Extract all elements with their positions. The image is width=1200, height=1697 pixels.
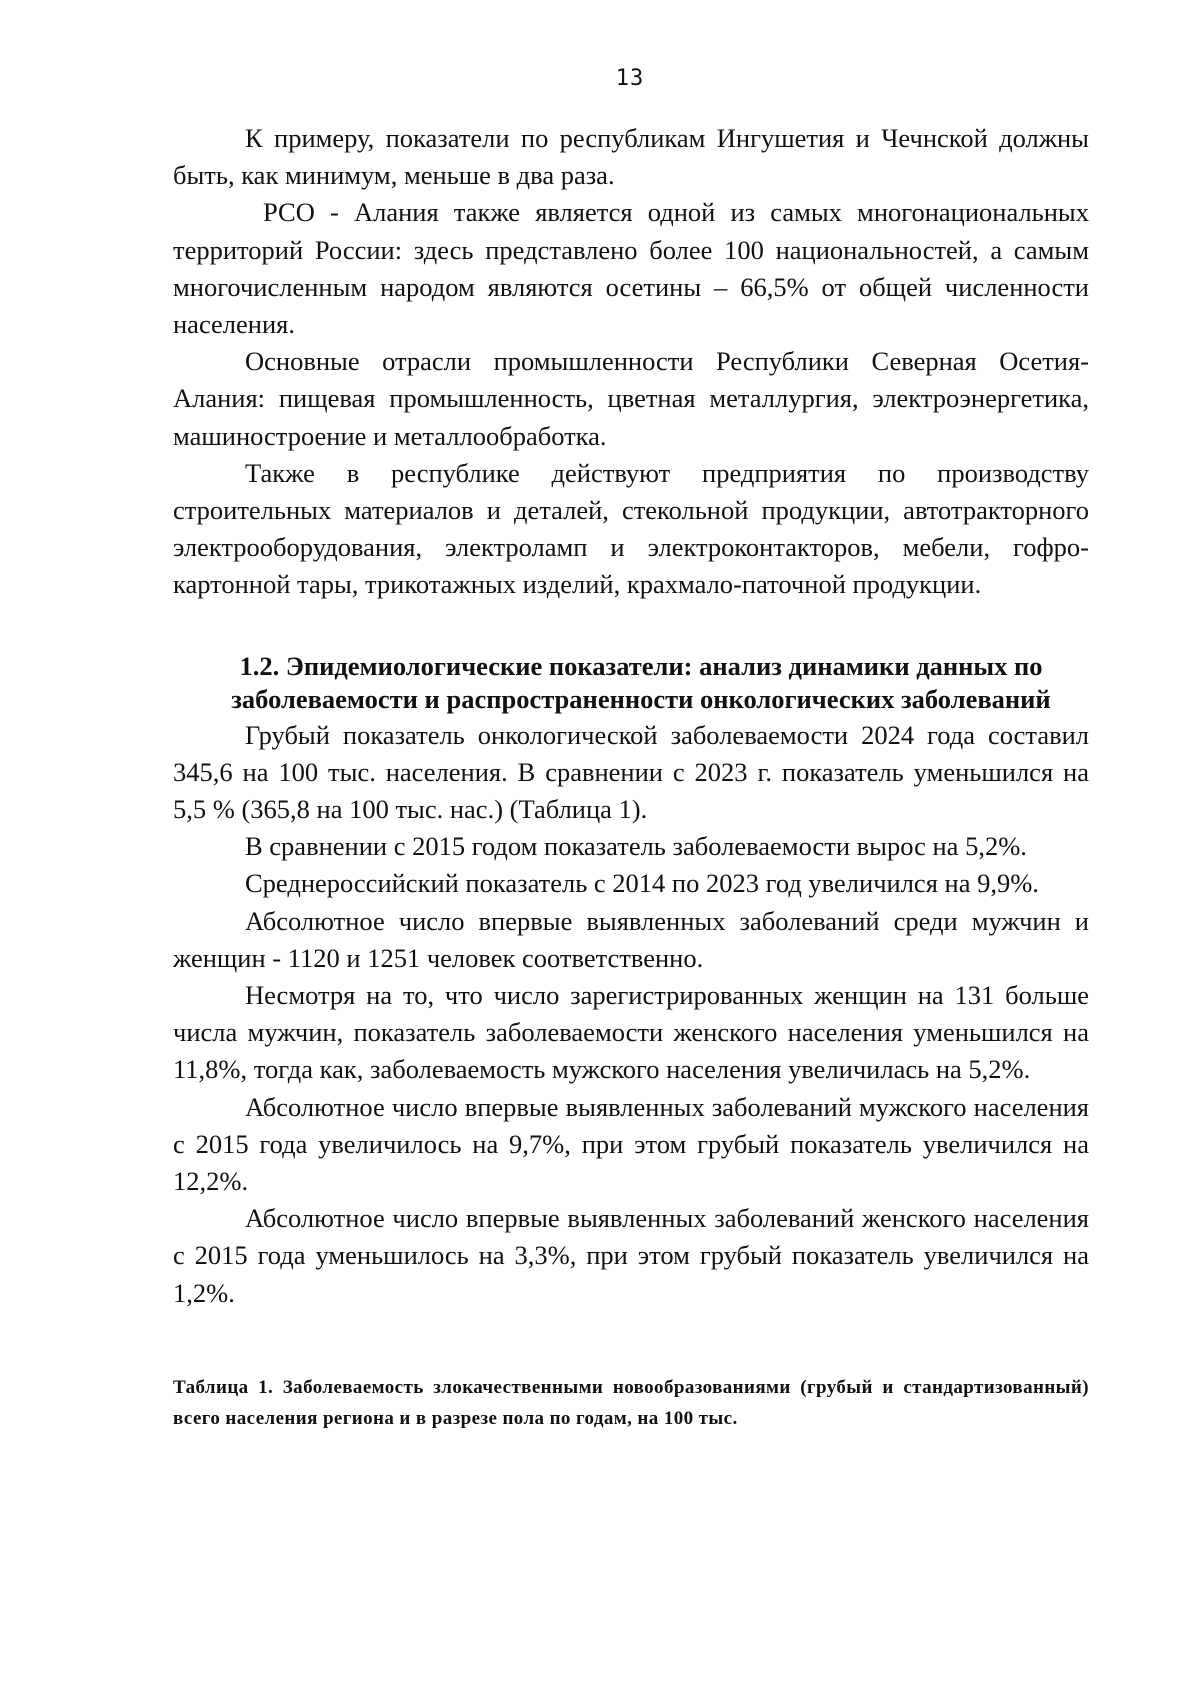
page-number: 13 <box>615 66 645 91</box>
document-body <box>173 120 1089 1434</box>
paragraph-male-trend: Абсолютное число впервые выявленных заболеваний мужского населения с 2015 года увеличилось на 9,7%, при этом грубый показатель увеличился на 12,2%. <box>173 1091 1089 1197</box>
paragraph-enterprises: Также в республике действуют предприятия по производству строительных материалов и деталей, стекольной продукции, автотракторного электрооборудования, электроламп и электроконтакторов, мебели, гофро-картонной тары, трикотажных изделий, крахмало-паточной продукции. <box>173 457 1089 600</box>
paragraph-crude-rate-2024: Грубый показатель онкологической заболеваемости 2024 года составил 345,6 на 100 тыс. населения. В сравнении с 2023 г. показатель уменьшился на 5,5 % (365,8 на 100 тыс. нас.) (Таблица 1). <box>173 719 1089 825</box>
paragraph-regions-comparison: К примеру, показатели по республикам Ингушетия и Чечнской должны быть, как минимум, меньше в два раза. <box>173 123 1089 191</box>
section-heading: 1.2. Эпидемиологические показатели: анализ динамики данных по заболеваемости и распространенности онкологических заболеваний <box>231 650 1051 715</box>
paragraph-absolute-numbers: Абсолютное число впервые выявленных заболеваний среди мужчин и женщин - 1120 и 1251 человек соответственно. <box>173 905 1089 973</box>
paragraph-female-trend: Абсолютное число впервые выявленных заболеваний женского населения с 2015 года уменьшилось на 3,3%, при этом грубый показатель увеличился на 1,2%. <box>173 1203 1089 1308</box>
paragraph-gender-difference: Несмотря на то, что число зарегистрированных женщин на 131 больше числа мужчин, показатель заболеваемости женского населения уменьшился на 11,8%, тогда как, заболеваемость мужского населения увеличилась на 5,2%. <box>173 980 1089 1085</box>
paragraph-since-2015: В сравнении с 2015 годом показатель заболеваемости вырос на 5,2%. <box>245 831 1027 862</box>
paragraph-russia-average: Среднероссийский показатель с 2014 по 2023 год увеличился на 9,9%. <box>245 868 1039 899</box>
table-caption: Таблица 1. Заболеваемость злокачественными новообразованиями (грубый и стандартизованный) всего населения региона и в разрезе пола по годам, на 100 тыс. <box>173 1376 1089 1429</box>
paragraph-nationalities: РСО - Алания также является одной из самых многонациональных территорий России: здесь представлено более 100 национальностей, а самым многочисленным народом являются осетины – 66,5% от общей численности населения. <box>173 197 1089 340</box>
paragraph-industries: Основные отрасли промышленности Республики Северная Осетия-Алания: пищевая промышленность, цветная металлургия, электроэнергетика, машиностроение и металлообработка. <box>173 346 1089 451</box>
